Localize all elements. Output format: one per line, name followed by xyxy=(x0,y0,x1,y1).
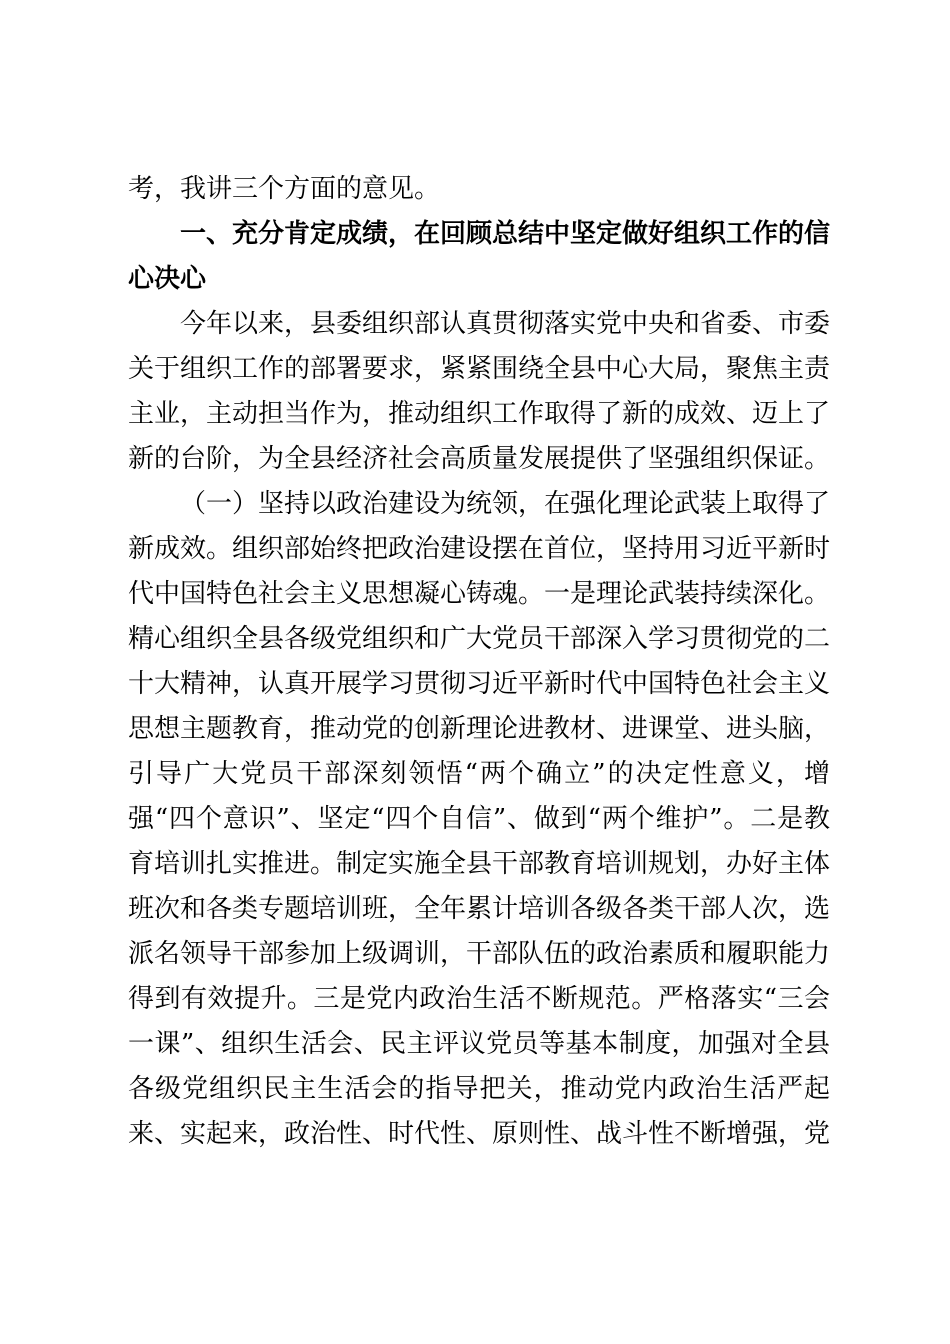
section-heading: 一、充分肯定成绩，在回顾总结中坚定做好组织工作的信心决心 xyxy=(128,219,831,294)
document-body xyxy=(128,167,830,1157)
paragraph-subsection-1: （一）坚持以政治建设为统领，在强化理论武装上取得了新成效。组织部始终把政治建设摆在首位，坚持用习近平新时代中国特色社会主义思想凝心铸魂。一是理论武装持续深化。精心组织全县各级党组织和广大党员干部深入学习贯彻党的二十大精神，认真开展学习贯彻习近平新时代中国特色社会主义思想主题教育，推动党的创新理论进教材、进课堂、进头脑，引导广大党员干部深刻领悟“两个确立”的决定性意义，增强“四个意识”、坚定“四个自信”、做到“两个维护”。二是教育培训扎实推进。制定实施全县干部教育培训规划，办好主体班次和各类专题培训班，全年累计培训各级各类干部人次，选派名领导干部参加上级调训，干部队伍的政治素质和履职能力得到有效提升。三是党内政治生活不断规范。严格落实“三会一课”、组织生活会、民主评议党员等基本制度，加强对全县各级党组织民主生活会的指导把关，推动党内政治生活严起来、实起来，政治性、时代性、原则性、战斗性不断增强，党 xyxy=(128,489,831,1149)
paragraph-continuation: 考，我讲三个方面的意见。 xyxy=(128,174,441,204)
paragraph-intro: 今年以来，县委组织部认真贯彻落实党中央和省委、市委关于组织工作的部署要求，紧紧围绕全县中心大局，聚焦主责主业，主动担当作为，推动组织工作取得了新的成效、迈上了新的台阶，为全县经济社会高质量发展提供了坚强组织保证。 xyxy=(128,309,831,474)
